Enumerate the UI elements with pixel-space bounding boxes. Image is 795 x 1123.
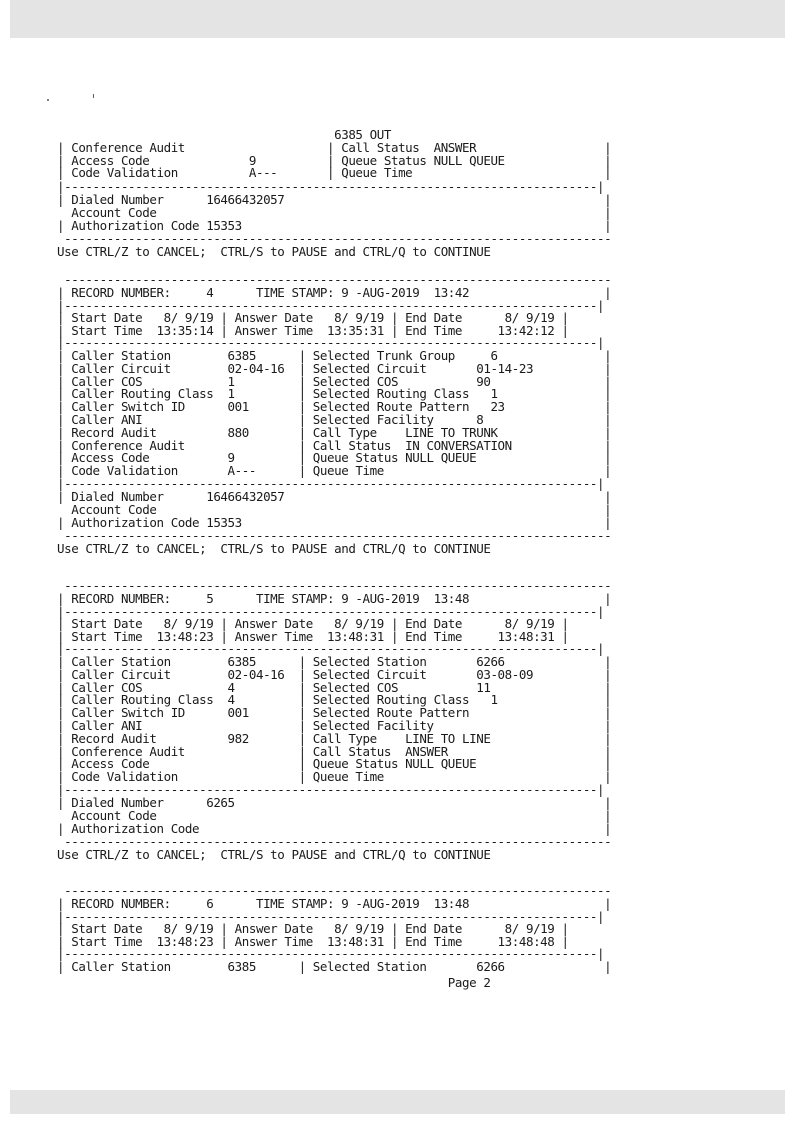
dates-row: | Start Date 8/ 9/19 | Answer Date 8/ 9/19 | End Date 8/ 9/19 | [57, 616, 569, 631]
field-row: | Code Validation A--- | Queue Time | [57, 463, 612, 479]
account-code-row: Account Code | [57, 808, 612, 823]
separator-line: |---------------------------------------------------------------------------| [57, 298, 605, 313]
separator-line: |---------------------------------------------------------------------------| [57, 782, 605, 797]
field-row: | Access Code 9 | Queue Status NULL QUEUE | [57, 152, 612, 168]
field-row: | Caller Switch ID 001 | Selected Route Pattern | [57, 705, 612, 721]
field-row: | Caller ANI | Selected Facility 8 | [57, 412, 612, 427]
separator-line: |---------------------------------------------------------------------------| [57, 604, 605, 619]
scan-margin-bottom [10, 1090, 785, 1114]
times-row: | Start Time 13:48:23 | Answer Time 13:48:31 | End Time 13:48:48 | [57, 934, 569, 949]
field-row: | Caller Routing Class 4 | Selected Routing Class 1 | [57, 692, 612, 708]
dialed-number-row: | Dialed Number 16466432057 | [57, 192, 612, 207]
field-row: | Caller ANI | Selected Facility | [57, 718, 612, 733]
scan-margin-top [10, 0, 785, 38]
separator-line: |---------------------------------------------------------------------------| [57, 476, 605, 491]
separator-line: |---------------------------------------------------------------------------| [57, 641, 605, 656]
field-row: | Conference Audit | Call Status ANSWER | [57, 140, 612, 155]
field-row: | Caller COS 4 | Selected COS 11 | [57, 679, 612, 695]
field-row: | Caller COS 1 | Selected COS 90 | [57, 373, 612, 389]
separator-line: ----------------------------------------------------------------------------- [57, 834, 612, 849]
field-row: | Caller Circuit 02-04-16 | Selected Circuit 01-14-23 | [57, 360, 612, 376]
field-row: | Caller Switch ID 001 | Selected Route Pattern 23 | [57, 399, 612, 415]
field-row: | Caller Circuit 02-04-16 | Selected Circuit 03-08-09 | [57, 666, 612, 682]
control-prompt: Use CTRL/Z to CANCEL; CTRL/S to PAUSE and CTRL/Q to CONTINUE [57, 244, 491, 259]
scan-speck [93, 94, 94, 98]
separator-line: ----------------------------------------------------------------------------- [57, 578, 612, 593]
separator-line: |---------------------------------------------------------------------------| [57, 335, 605, 350]
separator-line: ----------------------------------------------------------------------------- [57, 231, 612, 246]
separator-line: |---------------------------------------------------------------------------| [57, 946, 605, 961]
field-row: | Caller Station 6385 | Selected Station 6266 | [57, 654, 612, 669]
separator-line: |---------------------------------------------------------------------------| [57, 909, 605, 924]
authorization-code-row: | Authorization Code 15353 | [57, 218, 612, 233]
record-header-row: | RECORD NUMBER: 4 TIME STAMP: 9 -AUG-2019 13:42 | [57, 285, 612, 300]
field-row: | Caller Routing Class 1 | Selected Routing Class 1 | [57, 386, 612, 402]
separator-line: ----------------------------------------------------------------------------- [57, 272, 612, 287]
record-header-row: | RECORD NUMBER: 5 TIME STAMP: 9 -AUG-2019 13:48 | [57, 591, 612, 606]
field-row: | Record Audit 982 | Call Type LINE TO LINE | [57, 730, 612, 746]
scan-speck [47, 99, 49, 101]
times-row: | Start Time 13:48:23 | Answer Time 13:48:31 | End Time 13:48:31 | [57, 629, 569, 644]
field-row: | Conference Audit | Call Status IN CONVERSATION | [57, 437, 612, 453]
dialed-number-row: | Dialed Number 16466432057 | [57, 489, 612, 504]
separator-line: |---------------------------------------------------------------------------| [57, 179, 605, 194]
separator-line: ----------------------------------------------------------------------------- [57, 883, 612, 898]
record-continuation-header: 6385 OUT [57, 127, 391, 142]
account-code-row: Account Code | [57, 502, 612, 517]
page-number: Page 2 [57, 975, 491, 990]
field-row: | Conference Audit | Call Status ANSWER | [57, 743, 612, 759]
account-code-row: Account Code | [57, 205, 612, 220]
authorization-code-row: | Authorization Code | [57, 821, 612, 836]
times-row: | Start Time 13:35:14 | Answer Time 13:35:31 | End Time 13:42:12 | [57, 323, 569, 338]
record-header-row: | RECORD NUMBER: 6 TIME STAMP: 9 -AUG-2019 13:48 | [57, 896, 612, 911]
dates-row: | Start Date 8/ 9/19 | Answer Date 8/ 9/19 | End Date 8/ 9/19 | [57, 310, 569, 325]
field-row: | Caller Station 6385 | Selected Station 6266 | [57, 959, 612, 974]
field-row: | Caller Station 6385 | Selected Trunk Group 6 | [57, 348, 612, 363]
dialed-number-row: | Dialed Number 6265 | [57, 795, 612, 810]
dates-row: | Start Date 8/ 9/19 | Answer Date 8/ 9/19 | End Date 8/ 9/19 | [57, 921, 569, 936]
field-row: | Record Audit 880 | Call Type LINE TO TRUNK | [57, 424, 612, 440]
authorization-code-row: | Authorization Code 15353 | [57, 515, 612, 530]
separator-line: ----------------------------------------------------------------------------- [57, 528, 612, 543]
field-row: | Code Validation | Queue Time | [57, 769, 612, 785]
field-row: | Access Code | Queue Status NULL QUEUE | [57, 756, 612, 772]
field-row: | Access Code 9 | Queue Status NULL QUEUE | [57, 450, 612, 466]
control-prompt: Use CTRL/Z to CANCEL; CTRL/S to PAUSE and CTRL/Q to CONTINUE [57, 847, 491, 862]
control-prompt: Use CTRL/Z to CANCEL; CTRL/S to PAUSE and CTRL/Q to CONTINUE [57, 541, 491, 556]
field-row: | Code Validation A--- | Queue Time | [57, 165, 612, 181]
